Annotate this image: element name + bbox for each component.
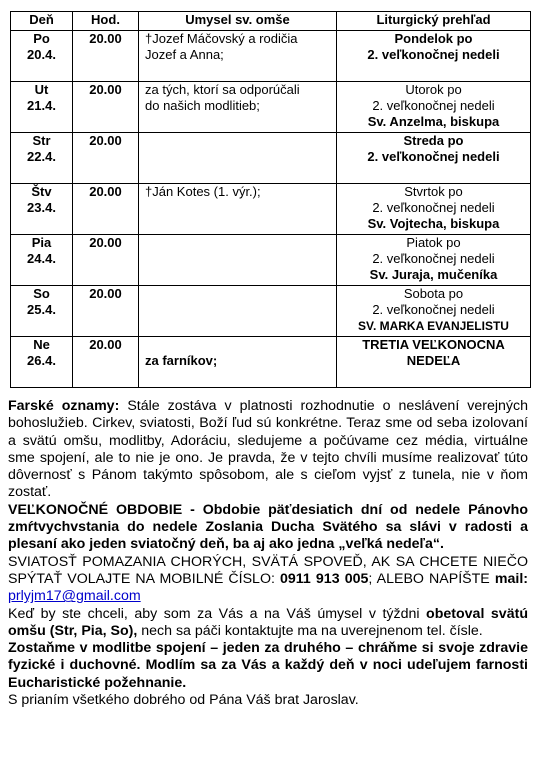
note-contact-mid: ; ALEBO NAPÍŠTE [368, 570, 495, 587]
liturgy-cell [337, 82, 531, 133]
liturgy-cell-line: Stvrtok po [404, 184, 463, 199]
day-cell-line: Ne [33, 337, 50, 352]
note-intention-offer [8, 606, 528, 641]
day-cell-line: Štv [31, 184, 52, 199]
liturgy-cell-line: NEDEĽA [406, 353, 461, 368]
note-prayer: Zostaňme v modlitbe spojení – jeden za druhého – chráňme si svoje zdravie fyzické i duchovné. Modlím sa za Vás a každý deň v noci udeľujem farnosti Eucharistické požehnanie. [8, 640, 528, 691]
note-intention-offer-a: Keď by ste chceli, aby som za Vás a na Váš úmysel v týždni [8, 605, 427, 622]
liturgy-cell-line: Sobota po [403, 286, 464, 301]
note-contact [8, 554, 528, 606]
intention-cell-line: do našich modlitieb; [145, 98, 260, 113]
schedule-row [11, 235, 531, 286]
email-link[interactable]: prlyjm17@gmail.com [8, 588, 141, 605]
note-intention-offer-c: nech sa páči kontaktujte ma na uverejnenom tel. čísle. [137, 622, 483, 639]
liturgy-cell [337, 31, 531, 82]
day-cell-line: Str [32, 133, 51, 148]
day-cell-line: 26.4. [27, 353, 56, 368]
note-greeting: S prianím všetkého dobrého od Pána Váš brat Jaroslav. [8, 692, 359, 709]
liturgy-cell-line: 2. veľkonočnej nedeli [372, 251, 495, 266]
day-cell-line: 23.4. [27, 200, 56, 215]
mail-label: mail: [494, 570, 528, 587]
header-hour: Hod. [73, 12, 139, 31]
intention-cell [139, 82, 337, 133]
note-contact-text: SVIATOSŤ POMAZANIA CHORÝCH, SVÄTÁ SPOVEĎ, AK SA CHCETE NIEČO SPÝTAŤ VOLAJTE NA MOBILNÉ ČÍSLO: [8, 553, 528, 587]
liturgy-cell-line: Piatok po [406, 235, 461, 250]
time-cell: 20.00 [73, 337, 139, 388]
day-cell-line: So [33, 286, 50, 301]
time-cell: 20.00 [73, 133, 139, 184]
intention-cell [139, 184, 337, 235]
liturgy-cell [337, 337, 531, 388]
liturgy-cell [337, 286, 531, 337]
liturgy-cell-line: 2. veľkonočnej nedeli [372, 98, 495, 113]
schedule-row [11, 133, 531, 184]
day-cell [11, 235, 73, 286]
intention-cell [139, 286, 337, 337]
schedule-row [11, 286, 531, 337]
day-cell-line: 25.4. [27, 302, 56, 317]
time-cell: 20.00 [73, 82, 139, 133]
time-cell: 20.00 [73, 286, 139, 337]
note-easter-season: VEĽKONOČNÉ OBDOBIE - Obdobie päťdesiatich dní od nedele Pánovho zmŕtvychvstania do nedele Zoslania Ducha Svätého sa slávi v radosti a plesaní ako jeden sviatočný deň, ba aj ako jedna „veľká nedeľa“. [8, 501, 528, 553]
schedule-row [11, 184, 531, 235]
intention-cell-line: za farníkov; [145, 353, 218, 368]
liturgy-cell-line: 2. veľkonočnej nedeli [367, 47, 500, 62]
time-cell: 20.00 [73, 184, 139, 235]
note-announcements-label: Farské oznamy: [8, 398, 120, 414]
liturgy-cell-line: Utorok po [405, 82, 462, 97]
mass-schedule-table [10, 11, 531, 388]
time-cell: 20.00 [73, 31, 139, 82]
header-intention: Umysel sv. omše [139, 12, 337, 31]
day-cell-line: Po [33, 31, 50, 46]
intention-cell [139, 337, 337, 388]
liturgy-cell-line: 2. veľkonočnej nedeli [372, 302, 495, 317]
day-cell [11, 82, 73, 133]
liturgy-cell-line: Sv. Juraja, mučeníka [369, 267, 498, 282]
day-cell-line: Pia [31, 235, 52, 250]
liturgy-cell [337, 133, 531, 184]
day-cell-line: 24.4. [27, 251, 56, 266]
intention-cell-line: †Ján Kotes (1. výr.); [145, 184, 261, 199]
intention-cell-line: Jozef a Anna; [145, 47, 224, 62]
liturgy-cell-line: TRETIA VEĽKONOCNA [362, 337, 505, 352]
day-cell [11, 31, 73, 82]
liturgy-cell-line: Pondelok po [394, 31, 473, 46]
liturgy-cell-line: SV. MARKA EVANJELISTU [358, 319, 509, 333]
liturgy-cell-line: 2. veľkonočnej nedeli [372, 200, 495, 215]
time-cell: 20.00 [73, 235, 139, 286]
liturgy-cell-line: Sv. Anzelma, biskupa [367, 114, 500, 129]
table-header-row [11, 12, 531, 31]
intention-cell-line: za tých, ktorí sa odporúčali [145, 82, 300, 97]
day-cell [11, 133, 73, 184]
day-cell [11, 286, 73, 337]
schedule-row [11, 31, 531, 82]
liturgy-cell-line: 2. veľkonočnej nedeli [367, 149, 500, 164]
intention-cell [139, 133, 337, 184]
intention-cell [139, 235, 337, 286]
day-cell-line: 22.4. [27, 149, 56, 164]
day-cell-line: 20.4. [27, 47, 56, 62]
note-announcements [8, 398, 528, 502]
intention-cell-line: †Jozef Máčovský a rodičia [145, 31, 298, 46]
parish-notes [8, 398, 528, 709]
day-cell-line: 21.4. [27, 98, 56, 113]
header-liturgy: Liturgický prehľad [337, 12, 531, 31]
liturgy-cell-line: Sv. Vojtecha, biskupa [367, 216, 500, 231]
schedule-row [11, 337, 531, 388]
note-announcements-text: Stále zostáva v platnosti rozhodnutie o neslávení verejných bohoslužieb. Cirkev, sviatosti, Boží ľud sú konkrétne. Teraz sme od seba izolovaní a svätú omšu, modlitby, Adoráciu, sledujeme a počúvame cez média, virtuálne sme spojení, ale to nie je ono. Je pravda, že v tejto chvíli musíme realizovať túto dôvernosť s Pánom takýmto spôsobom, ale s cieľom vyjsť z tunela, nie v ňom zostať. [8, 398, 528, 501]
intention-cell [139, 31, 337, 82]
schedule-row [11, 82, 531, 133]
day-cell [11, 337, 73, 388]
header-day: Deň [11, 12, 73, 31]
liturgy-cell [337, 184, 531, 235]
liturgy-cell [337, 235, 531, 286]
liturgy-cell-line: Streda po [403, 133, 464, 148]
note-intention-offer-b: obetoval svätú omšu (Str, Pia, So), [8, 605, 528, 639]
phone-number: 0911 913 005 [280, 570, 369, 587]
day-cell [11, 184, 73, 235]
day-cell-line: Ut [34, 82, 49, 97]
